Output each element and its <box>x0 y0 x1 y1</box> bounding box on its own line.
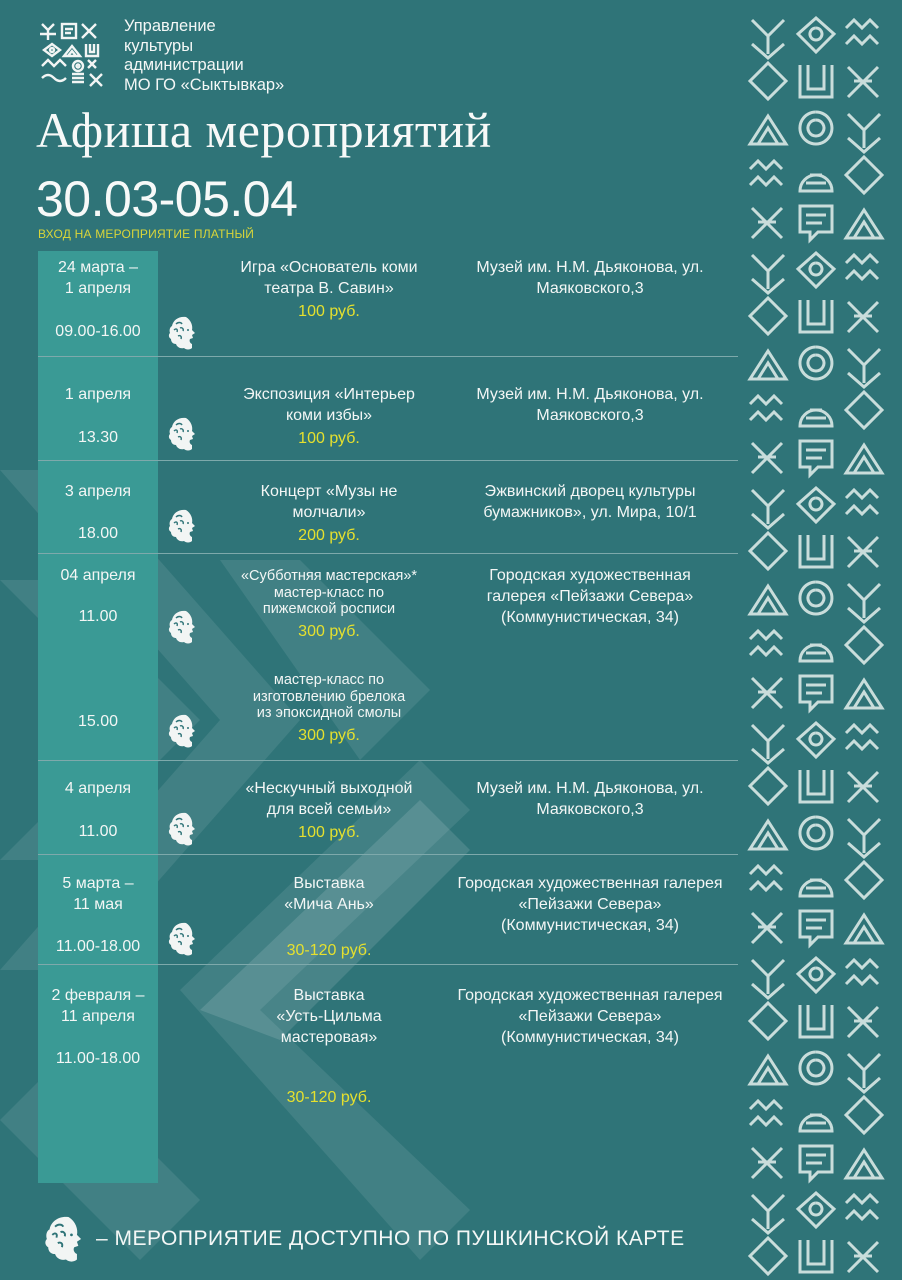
event-row <box>38 251 738 357</box>
event-venue: Музей им. Н.М. Дьяконова, ул. Маяковского,3 <box>476 386 704 424</box>
event-row <box>38 554 738 761</box>
event-title: Концерт «Музы не молчали» <box>260 483 398 521</box>
event-date: 4 апреля <box>64 780 132 797</box>
event-price: 100 руб. <box>298 430 360 447</box>
side-ornament-pattern <box>740 0 902 1280</box>
event-time: 11.00-18.00 <box>55 938 141 955</box>
event-title: Выставка «Мича Ань» <box>284 875 374 913</box>
event-venue: Городская художественная галерея «Пейзажи Севера» (Коммунистическая, 34) <box>457 987 723 1046</box>
event-time: 09.00-16.00 <box>55 323 141 340</box>
event-date: 04 апреля <box>60 567 136 584</box>
event-time: 13.30 <box>77 429 119 446</box>
event-date: 2 февраля – 11 апреля <box>51 987 145 1025</box>
pushkin-card-icon <box>166 920 202 958</box>
pushkin-card-icon <box>166 608 202 646</box>
event-price: 30-120 руб. <box>286 1089 372 1106</box>
event-date: 5 марта – 11 мая <box>62 875 134 913</box>
event-price: 100 руб. <box>298 303 360 320</box>
events-table <box>38 251 738 1183</box>
event-date: 3 апреля <box>64 483 132 500</box>
event-venue: Музей им. Н.М. Дьяконова, ул. Маяковского,3 <box>476 780 704 818</box>
pushkin-card-icon <box>166 314 202 352</box>
pushkin-card-icon <box>166 810 202 848</box>
event-date: 24 марта – 1 апреля <box>57 259 139 297</box>
event-venue: Музей им. Н.М. Дьяконова, ул. Маяковского,3 <box>476 259 704 297</box>
event-venue: Городская художественная галерея «Пейзажи Севера» (Коммунистическая, 34) <box>486 567 694 626</box>
event-title: Игра «Основатель коми театра В. Савин» <box>240 259 418 297</box>
event-row <box>38 357 738 461</box>
event-time: 11.00-18.00 <box>55 1050 141 1067</box>
pushkin-card-icon <box>166 712 202 750</box>
event-date: 1 апреля <box>64 386 132 403</box>
event-venue: Городская художественная галерея «Пейзажи Севера» (Коммунистическая, 34) <box>457 875 723 934</box>
pushkin-card-icon <box>166 415 202 453</box>
event-time: 18.00 <box>77 525 119 542</box>
event-venue: Эжвинский дворец культуры бумажников», ул. Мира, 10/1 <box>483 483 697 521</box>
event-time: 15.00 <box>77 713 119 730</box>
event-time: 11.00 <box>78 608 118 625</box>
event-price: 100 руб. <box>298 824 360 841</box>
logo-ornament-icon <box>38 20 116 94</box>
event-price: 300 руб. <box>298 727 360 744</box>
event-time: 11.00 <box>78 823 118 840</box>
event-row <box>38 461 738 554</box>
paid-entry-note: ВХОД НА МЕРОПРИЯТИЕ ПЛАТНЫЙ <box>38 227 255 241</box>
event-row <box>38 855 738 965</box>
event-title: «Нескучный выходной для всей семьи» <box>245 780 413 818</box>
event-row <box>38 965 738 1183</box>
page-title: Афиша мероприятий <box>36 102 492 158</box>
event-title: Выставка «Усть-Цильма мастеровая» <box>276 987 382 1046</box>
event-title: Экспозиция «Интерьер коми избы» <box>243 386 415 424</box>
pushkin-card-note: – МЕРОПРИЯТИЕ ДОСТУПНО ПО ПУШКИНСКОЙ КАРТЕ <box>96 1227 685 1250</box>
event-row <box>38 761 738 855</box>
pushkin-card-icon <box>40 1213 92 1265</box>
date-range: 30.03-05.04 <box>36 171 298 227</box>
event-price: 30-120 руб. <box>286 942 372 959</box>
pushkin-card-icon <box>166 507 202 545</box>
event-title: «Субботняя мастерская»* мастер-класс по пижемской росписи <box>240 568 418 617</box>
event-price: 200 руб. <box>298 527 360 544</box>
organization-name: Управление культуры администрации МО ГО «Сыктывкар» <box>124 17 285 94</box>
event-title: мастер-класс по изготовлению брелока из эпоксидной смолы <box>252 672 406 721</box>
event-price: 300 руб. <box>298 623 360 640</box>
